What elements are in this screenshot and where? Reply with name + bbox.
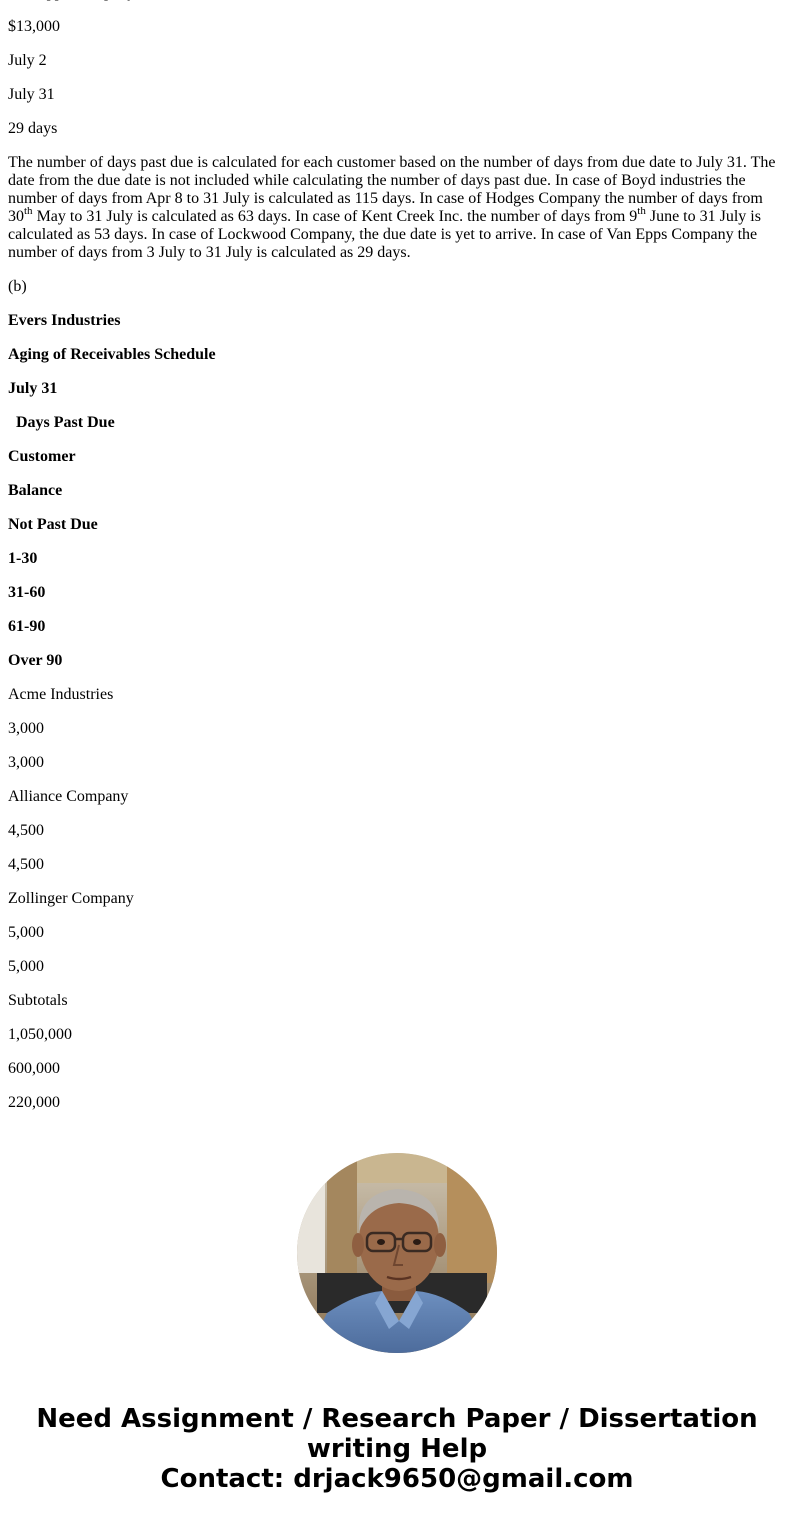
subtotal-value: 220,000	[8, 1094, 60, 1111]
contact-banner	[0, 1404, 794, 1494]
days-past-due-value: 29 days	[8, 120, 58, 137]
column-header-not-past-due: Not Past Due	[8, 516, 98, 533]
part-b-label: (b)	[8, 278, 27, 295]
subtotals-label: Subtotals	[8, 992, 68, 1009]
contact-email[interactable]: Contact: drjack9650@gmail.com	[160, 1464, 634, 1494]
column-header-over-90: Over 90	[8, 652, 63, 669]
explanation-text-2: May to 31 July is calculated as 63 days. In case of Kent Creek Inc. the number of days from 9	[32, 208, 638, 225]
column-header-balance: Balance	[8, 482, 63, 499]
document-content	[8, 0, 778, 1128]
explanation-paragraph	[8, 154, 778, 262]
column-header-31-60: 31-60	[8, 584, 46, 601]
row-customer: Acme Industries	[8, 686, 114, 703]
customer-balance: $13,000	[8, 18, 60, 35]
as-of-date: July 31	[8, 86, 55, 103]
row-customer: Alliance Company	[8, 788, 129, 805]
explanation-text-3: June to 31 July is calculated as 53 days. In case of Lockwood Company, the due date is yet to arrive. In case of Van Epps Company the number of days from 3 July to 31 July is calculated as 29 days.	[8, 208, 761, 261]
row-customer: Zollinger Company	[8, 890, 134, 907]
row-value: 5,000	[8, 958, 44, 975]
author-avatar	[297, 1153, 497, 1353]
due-date: July 2	[8, 52, 47, 69]
schedule-title: Aging of Receivables Schedule	[8, 346, 216, 363]
row-value: 5,000	[8, 924, 44, 941]
schedule-date: July 31	[8, 380, 58, 397]
customer-name	[8, 0, 778, 2]
explanation-text-1: The number of days past due is calculated for each customer based on the number of days from due date to July 31. The date from the due date is not included while calculating the number of days past due. In case of Boyd industries the number of days from Apr 8 to 31 July is calculated as 115 days. In case of Hodges Company the number of days from 30	[8, 154, 776, 225]
subtotal-value: 600,000	[8, 1060, 60, 1077]
company-name: Evers Industries	[8, 312, 121, 329]
column-header-1-30: 1-30	[8, 550, 38, 567]
row-value: 3,000	[8, 720, 44, 737]
ordinal-suffix: th	[24, 204, 33, 217]
days-past-due-header: Days Past Due	[16, 414, 115, 431]
subtotal-value: 1,050,000	[8, 1026, 72, 1043]
row-value: 4,500	[8, 822, 44, 839]
contact-banner-line-1: Need Assignment / Research Paper / Dissertation	[36, 1404, 758, 1434]
column-header-customer: Customer	[8, 448, 76, 465]
column-header-61-90: 61-90	[8, 618, 46, 635]
row-value: 3,000	[8, 754, 44, 771]
avatar-portrait-image	[297, 1153, 497, 1353]
row-value: 4,500	[8, 856, 44, 873]
ordinal-suffix: th	[637, 204, 646, 217]
contact-banner-line-2: writing Help	[306, 1434, 488, 1464]
